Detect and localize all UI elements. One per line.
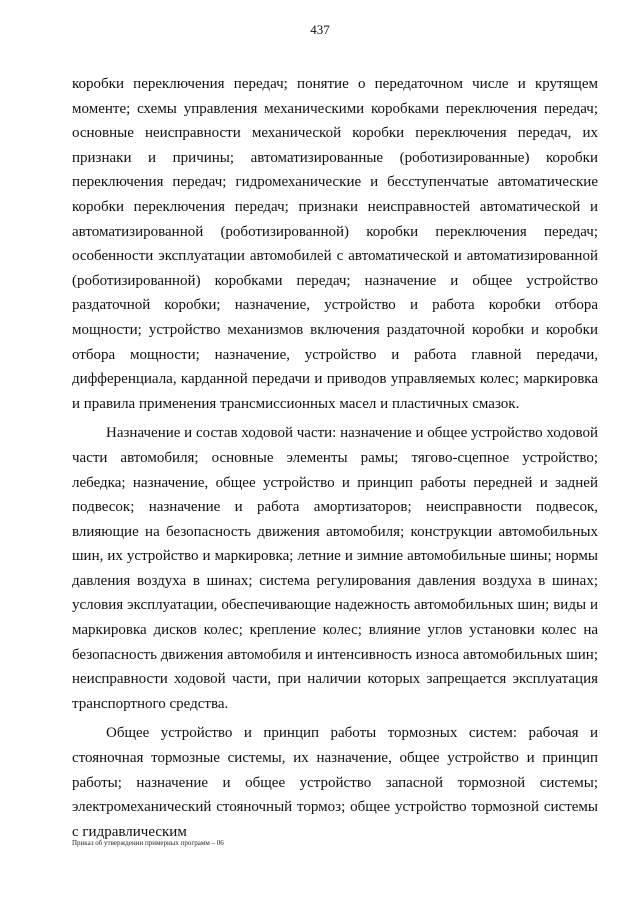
page-number: 437 bbox=[310, 22, 330, 37]
page-footer: Приказ об утверждении примерных программ – 06 bbox=[72, 839, 224, 847]
document-body bbox=[72, 72, 598, 844]
paragraph-chassis: Назначение и состав ходовой части: назначение и общее устройство ходовой части автомобиля; основные элементы рамы; тягово-сцепное устройство; лебедка; назначение, общее устройство и принцип работы передней и задней подвесок; назначение и работа амортизаторов; неисправности подвесок, влияющие на безопасность движения автомобиля; конструкции автомобильных шин, их устройство и маркировка; летние и зимние автомобильные шины; нормы давления воздуха в шинах; система регулирования давления воздуха в шинах; условия эксплуатации, обеспечивающие надежность автомобильных шин; виды и маркировка дисков колес; крепление колес; влияние углов установки колес на безопасность движения автомобиля и интенсивность износа автомобильных шин; неисправности ходовой части, при наличии которых запрещается эксплуатация транспортного средства. bbox=[72, 425, 598, 712]
paragraph-brakes: Общее устройство и принцип работы тормозных систем: рабочая и стояночная тормозные системы, их назначение, общее устройство и принцип работы; назначение и общее устройство запасной тормозной системы; электромеханический стояночный тормоз; общее устройство тормозной системы с гидравлическим bbox=[72, 725, 598, 840]
paragraph-transmission: коробки переключения передач; понятие о передаточном числе и крутящем моменте; схемы управления механическими коробками переключения передач; основные неисправности механической коробки переключения передач, их признаки и причины; автоматизированные (роботизированные) коробки переключения передач; гидромеханические и бесступенчатые автоматические коробки переключения передач; признаки неисправностей автоматической и автоматизированной (роботизированной) коробки переключения передач; особенности эксплуатации автомобилей с автоматической и автоматизированной (роботизированной) коробками передач; назначение и общее устройство раздаточной коробки; назначение, устройство и работа коробки отбора мощности; устройство механизмов включения раздаточной коробки и коробки отбора мощности; назначение, устройство и работа главной передачи, дифференциала, карданной передачи и приводов управляемых колес; маркировка и правила применения трансмиссионных масел и пластичных смазок. bbox=[72, 76, 598, 412]
